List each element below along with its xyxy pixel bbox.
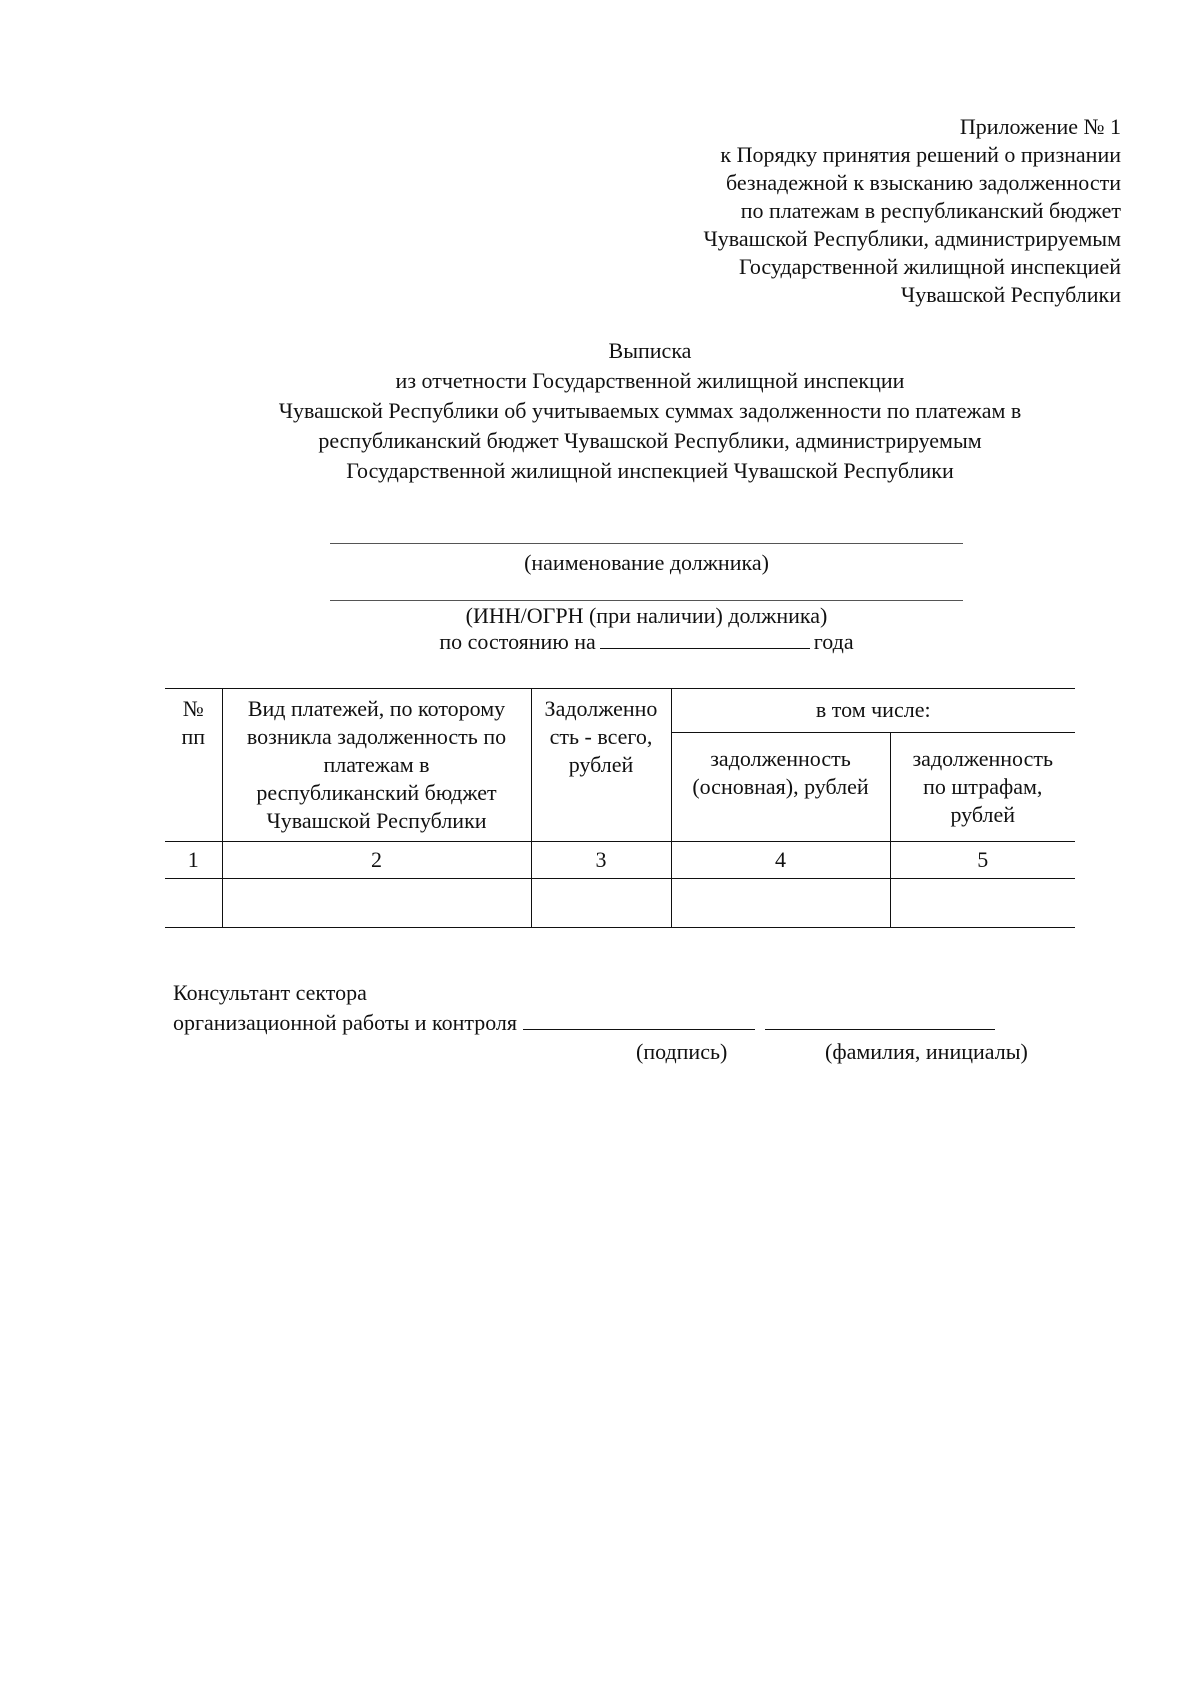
initials-blank[interactable] <box>765 1009 995 1030</box>
table-row <box>165 879 1075 928</box>
title-line: Чувашской Республики об учитываемых суммах задолженности по платежам в <box>278 398 1022 423</box>
signature-block <box>173 978 995 1038</box>
as-of-date-blank[interactable] <box>600 628 810 649</box>
debtor-name-line[interactable] <box>330 543 963 544</box>
col-group-header: в том числе: <box>671 689 1075 733</box>
debtor-name-caption: (наименование должника) <box>524 550 769 575</box>
table-cell[interactable] <box>671 879 890 928</box>
annex-line: Государственной жилищной инспекцией <box>739 254 1121 279</box>
annex-line: безнадежной к взысканию задолженности <box>725 170 1121 195</box>
annex-line: Приложение № 1 <box>959 114 1121 139</box>
column-number: 2 <box>222 842 531 879</box>
title-line: Выписка <box>608 338 692 363</box>
as-of-prefix: по состоянию на <box>439 629 596 654</box>
title-line: из отчетности Государственной жилищной инспекции <box>395 368 905 393</box>
debtor-inn-line[interactable] <box>330 600 963 601</box>
col-number-header: № пп <box>165 689 222 842</box>
col-principal-debt-header: задолженность (основная), рублей <box>671 732 890 841</box>
title-line: Государственной жилищной инспекцией Чувашской Республики <box>346 458 954 483</box>
debt-table <box>165 688 1075 928</box>
annex-header <box>601 113 1121 309</box>
signer-position-line2: организационной работы и контроля <box>173 1010 518 1035</box>
table-cell[interactable] <box>890 879 1075 928</box>
annex-line: по платежам в республиканский бюджет <box>740 198 1121 223</box>
col-total-debt-header: Задолженно сть - всего, рублей <box>531 689 671 842</box>
signature-blank[interactable] <box>523 1009 755 1030</box>
initials-caption: (фамилия, инициалы) <box>825 1039 1028 1064</box>
document-title <box>150 336 1150 486</box>
column-number: 1 <box>165 842 222 879</box>
table-cell[interactable] <box>222 879 531 928</box>
table-number-row <box>165 842 1075 879</box>
signature-caption: (подпись) <box>636 1039 728 1064</box>
table-cell[interactable] <box>165 879 222 928</box>
annex-line: Чувашской Республики, администрируемым <box>703 226 1121 251</box>
table-header-row <box>165 689 1075 733</box>
col-payment-type-header: Вид платежей, по которому возникла задолженность по платежам в республиканский бюджет Чувашской Республики <box>222 689 531 842</box>
signer-position-row <box>173 1008 995 1038</box>
column-number: 5 <box>890 842 1075 879</box>
col-fines-debt-header: задолженность по штрафам, рублей <box>890 732 1075 841</box>
as-of-date-row <box>330 628 963 656</box>
annex-line: Чувашской Республики <box>900 282 1121 307</box>
debtor-inn-caption: (ИНН/ОГРН (при наличии) должника) <box>465 603 828 628</box>
signer-position-line1: Консультант сектора <box>173 980 367 1005</box>
title-line: республиканский бюджет Чувашской Республики, администрируемым <box>318 428 982 453</box>
column-number: 4 <box>671 842 890 879</box>
table-cell[interactable] <box>531 879 671 928</box>
column-number: 3 <box>531 842 671 879</box>
annex-line: к Порядку принятия решений о признании <box>720 142 1121 167</box>
as-of-suffix: года <box>813 629 854 654</box>
